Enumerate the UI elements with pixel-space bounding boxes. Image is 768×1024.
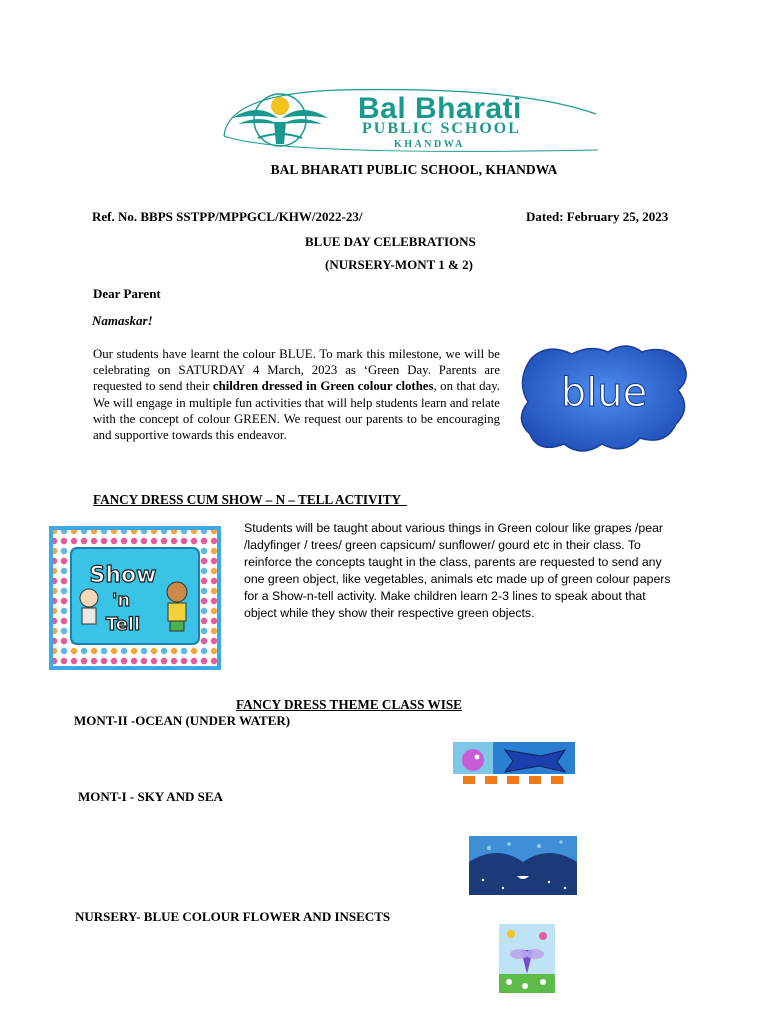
sky-sea-image bbox=[469, 836, 577, 895]
intro-paragraph bbox=[93, 346, 500, 443]
ocean-image bbox=[453, 742, 575, 788]
n-word: 'n bbox=[111, 590, 131, 611]
reference-number: Ref. No. BBPS SSTPP/MPPGCL/KHW/2022-23/ bbox=[92, 209, 363, 224]
blue-splash-image bbox=[516, 338, 692, 460]
intro-text-bold: children dressed in Green colour clothes bbox=[212, 379, 434, 394]
letter-date: Dated: February 25, 2023 bbox=[526, 209, 669, 224]
logo-subtitle: PUBLIC SCHOOL bbox=[362, 120, 521, 137]
logo-city: KHANDWA bbox=[394, 139, 465, 150]
event-title: BLUE DAY CELEBRATIONS bbox=[305, 234, 476, 249]
theme-heading: FANCY DRESS THEME CLASS WISE bbox=[236, 697, 462, 712]
school-logo bbox=[218, 84, 600, 156]
activity-heading: FANCY DRESS CUM SHOW – N – TELL ACTIVITY bbox=[93, 492, 408, 507]
salutation: Dear Parent bbox=[93, 286, 161, 301]
show-word: Show bbox=[89, 563, 157, 588]
greeting: Namaskar! bbox=[92, 313, 153, 328]
flower-insect-image bbox=[499, 924, 555, 993]
logo-school-name: Bal Bharati bbox=[358, 92, 522, 125]
theme-mont-2: MONT-II -OCEAN (UNDER WATER) bbox=[74, 713, 291, 728]
show-n-tell-image bbox=[49, 526, 221, 670]
school-heading: BAL BHARATI PUBLIC SCHOOL, KHANDWA bbox=[270, 162, 558, 177]
theme-nursery: NURSERY- BLUE COLOUR FLOWER AND INSECTS bbox=[75, 909, 391, 924]
activity-paragraph: Students will be taught about various things in Green colour like grapes /pear /ladyfinger / trees/ green capsicum/ sunflower/ gourd etc in their class. To reinforce the concepts taught in the class, parents are requested to send any one green object, like vegetables, animals etc made up of green colour papers for a Show-n-tell activity. Make children learn 2-3 lines to speak about that object while they show their respective green objects. bbox=[244, 521, 671, 620]
intro-text-2: , on that day. We will engage in multiple fun activities that will help students learn and relate with the concept of colour GREEN. We request our parents to be encouraging and supportive towards this endeavor. bbox=[93, 379, 500, 443]
tell-word: Tell bbox=[105, 614, 141, 635]
intro-text-1: Our students have learnt the colour BLUE. To mark this milestone, we will be celebrating on SATURDAY 4 March, 2023 as ‘Green Day. Parents are requested to send their bbox=[93, 347, 500, 394]
event-subtitle: (NURSERY-MONT 1 & 2) bbox=[325, 257, 473, 272]
theme-mont-1: MONT-I - SKY AND SEA bbox=[78, 789, 223, 804]
blue-word: blue bbox=[560, 370, 648, 416]
